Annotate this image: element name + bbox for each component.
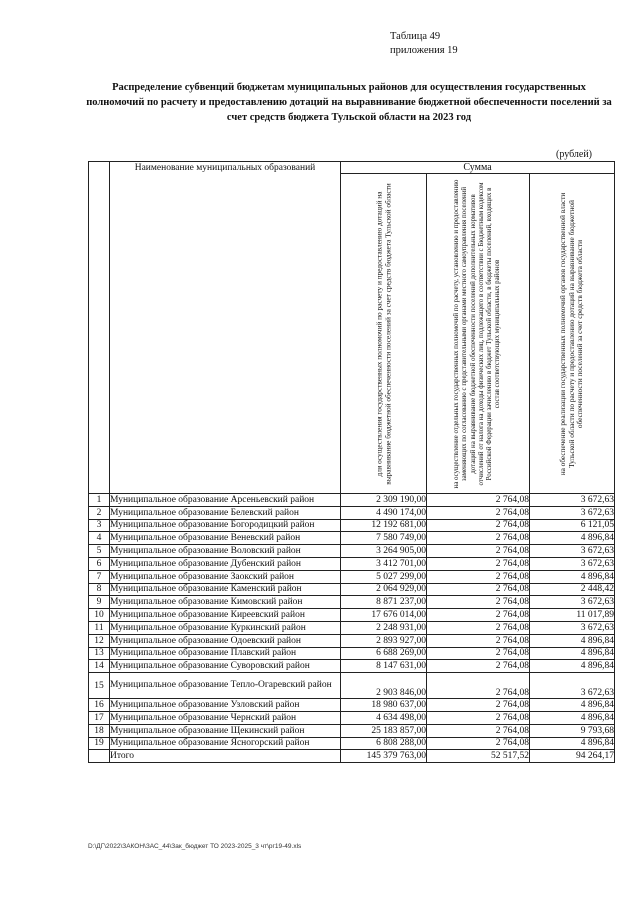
row-number: 6 [89,557,110,570]
col3-header [530,174,615,494]
row-number: 9 [89,596,110,609]
amount-col3: 4 896,84 [530,699,615,712]
amount-col2: 2 764,08 [427,545,530,558]
amount-col2: 2 764,08 [427,673,530,699]
amount-col1: 5 027 299,00 [341,570,427,583]
amount-col1: 2 064 929,00 [341,583,427,596]
col3-header-text: на обеспечение реализации государственных полномочий органов государственной власти Тульской области по расчету и предоставлению дотаций на выравнивание бюджетной обеспеченности поселений за счет средств бюджета области [557,192,585,475]
amount-col1: 3 412 701,00 [341,557,427,570]
table-row [89,494,615,507]
table-row [89,506,615,519]
amount-col2: 2 764,08 [427,532,530,545]
amount-col2: 2 764,08 [427,557,530,570]
amount-col2: 2 764,08 [427,699,530,712]
municipality-name: Муниципальное образование Киреевский район [110,609,341,622]
amount-col1: 2 893 927,00 [341,634,427,647]
municipality-name: Муниципальное образование Чернский район [110,711,341,724]
municipality-name: Муниципальное образование Белевский район [110,506,341,519]
amount-col3: 2 448,42 [530,583,615,596]
table-row [89,711,615,724]
amount-col2: 2 764,08 [427,737,530,750]
amount-col1: 8 147 631,00 [341,660,427,673]
municipality-name: Муниципальное образование Воловский район [110,545,341,558]
amount-col3: 3 672,63 [530,545,615,558]
amount-col3: 6 121,05 [530,519,615,532]
amount-col2: 2 764,08 [427,660,530,673]
municipality-name: Муниципальное образование Заокский район [110,570,341,583]
municipality-name: Муниципальное образование Веневский район [110,532,341,545]
amount-col2: 2 764,08 [427,583,530,596]
total-col1: 145 379 763,00 [341,750,427,763]
amount-col2: 2 764,08 [427,711,530,724]
amount-col2: 2 764,08 [427,621,530,634]
header-row-top [89,162,615,174]
table-row [89,737,615,750]
row-number: 1 [89,494,110,507]
municipality-name: Муниципальное образование Каменский район [110,583,341,596]
amount-col3: 3 672,63 [530,621,615,634]
amount-col1: 2 248 931,00 [341,621,427,634]
table-number-label: Таблица 49 [390,31,441,42]
amount-col2: 2 764,08 [427,570,530,583]
amount-col1: 4 634 498,00 [341,711,427,724]
col1-header [341,174,427,494]
amount-col1: 7 580 749,00 [341,532,427,545]
table-row [89,519,615,532]
row-number: 13 [89,647,110,660]
amount-col3: 3 672,63 [530,506,615,519]
file-path-footer: D:\ДГ\2022\ЗАКОН\ЗАС_44\Зак_бюджет ТО 2023-2025_3 чт\рг19-49.xls [88,843,302,850]
amount-col3: 11 017,89 [530,609,615,622]
table-row [89,699,615,712]
table-row [89,673,615,699]
amount-col1: 18 980 637,00 [341,699,427,712]
row-number: 16 [89,699,110,712]
row-number: 18 [89,724,110,737]
amount-col2: 2 764,08 [427,506,530,519]
document-title: Распределение субвенций бюджетам муниципальных районов для осуществления государственных полномочий по расчету и предоставлению дотаций на выравнивание бюджетной обеспеченности поселений за счет средств бюджета Тульской области на 2023 год [86,82,612,123]
amount-col3: 3 672,63 [530,673,615,699]
amount-col3: 4 896,84 [530,634,615,647]
amount-col3: 9 793,68 [530,724,615,737]
unit-label: (рублей) [556,149,593,160]
table-row [89,647,615,660]
municipality-name: Муниципальное образование Суворовский район [110,660,341,673]
table-body [89,494,615,763]
amount-col1: 8 871 237,00 [341,596,427,609]
amount-col3: 3 672,63 [530,557,615,570]
amount-col2: 2 764,08 [427,647,530,660]
table-row [89,532,615,545]
amount-col3: 4 896,84 [530,647,615,660]
amount-col3: 4 896,84 [530,532,615,545]
sum-column-header: Сумма [341,162,615,174]
municipality-name: Муниципальное образование Кимовский район [110,596,341,609]
table-row [89,724,615,737]
table-row [89,570,615,583]
table-row [89,621,615,634]
amount-col1: 25 183 857,00 [341,724,427,737]
amount-col3: 4 896,84 [530,737,615,750]
municipality-name: Муниципальное образование Плавский район [110,647,341,660]
amount-col3: 4 896,84 [530,660,615,673]
amount-col3: 3 672,63 [530,596,615,609]
table-row [89,583,615,596]
municipality-name: Муниципальное образование Ясногорский район [110,737,341,750]
amount-col2: 2 764,08 [427,634,530,647]
total-col2: 52 517,52 [427,750,530,763]
row-number: 15 [89,673,110,699]
amount-col2: 2 764,08 [427,494,530,507]
row-number: 19 [89,737,110,750]
col2-header-text: на осуществление отдельных государственных полномочий по расчету, установлению и предоставлению заменяющих по согласованию с представительными органами местного самоуправления поселений дотаций на выравнивание бюджетной обеспеченности поселений дополнительных нормативов отчислений от налога на доходы физических лиц, подлежащего в соответствии с Бюджетным кодексом Российской Федерации зачислению в бюджет Тульской области, в бюджеты поселений, входящих в состав соответствующих муниципальных районов [453,179,502,488]
amount-col1: 2 309 190,00 [341,494,427,507]
col1-header-text: для осуществления государственных полномочий по расчету и предоставлению дотаций на выравнивание бюджетной обеспеченности поселений за счет средств бюджета Тульской области [373,182,392,485]
table-row [89,634,615,647]
amount-col2: 2 764,08 [427,609,530,622]
table-row [89,596,615,609]
row-number: 8 [89,583,110,596]
municipality-name: Муниципальное образование Тепло-Огаревский район [110,673,341,699]
total-row [89,750,615,763]
table-row [89,609,615,622]
amount-col3: 4 896,84 [530,711,615,724]
row-number: 2 [89,506,110,519]
number-column-header [89,162,110,494]
row-number: 12 [89,634,110,647]
row-number: 4 [89,532,110,545]
amount-col1: 6 808 288,00 [341,737,427,750]
amount-col1: 6 688 269,00 [341,647,427,660]
municipality-name: Муниципальное образование Щекинский район [110,724,341,737]
row-number: 5 [89,545,110,558]
row-number: 17 [89,711,110,724]
municipality-name: Муниципальное образование Дубенский район [110,557,341,570]
amount-col1: 17 676 014,00 [341,609,427,622]
row-number: 14 [89,660,110,673]
table-row [89,557,615,570]
table-row [89,545,615,558]
row-number: 11 [89,621,110,634]
col2-header [427,174,530,494]
municipality-name: Муниципальное образование Одоевский район [110,634,341,647]
amount-col3: 4 896,84 [530,570,615,583]
appendix-label: приложения 19 [390,45,458,56]
total-col3: 94 264,17 [530,750,615,763]
municipality-name: Муниципальное образование Куркинский район [110,621,341,634]
name-column-header: Наименование муниципальных образований [110,162,341,494]
subvention-table [88,161,615,763]
amount-col1: 4 490 174,00 [341,506,427,519]
amount-col3: 3 672,63 [530,494,615,507]
municipality-name: Муниципальное образование Богородицкий район [110,519,341,532]
row-number: 7 [89,570,110,583]
amount-col2: 2 764,08 [427,519,530,532]
row-number: 10 [89,609,110,622]
amount-col2: 2 764,08 [427,724,530,737]
row-number: 3 [89,519,110,532]
amount-col1: 12 192 681,00 [341,519,427,532]
municipality-name: Муниципальное образование Арсеньевский район [110,494,341,507]
amount-col1: 3 264 905,00 [341,545,427,558]
amount-col2: 2 764,08 [427,596,530,609]
total-row-number [89,750,110,763]
amount-col1: 2 903 846,00 [341,673,427,699]
total-label: Итого [110,750,341,763]
table-row [89,660,615,673]
municipality-name: Муниципальное образование Узловский район [110,699,341,712]
